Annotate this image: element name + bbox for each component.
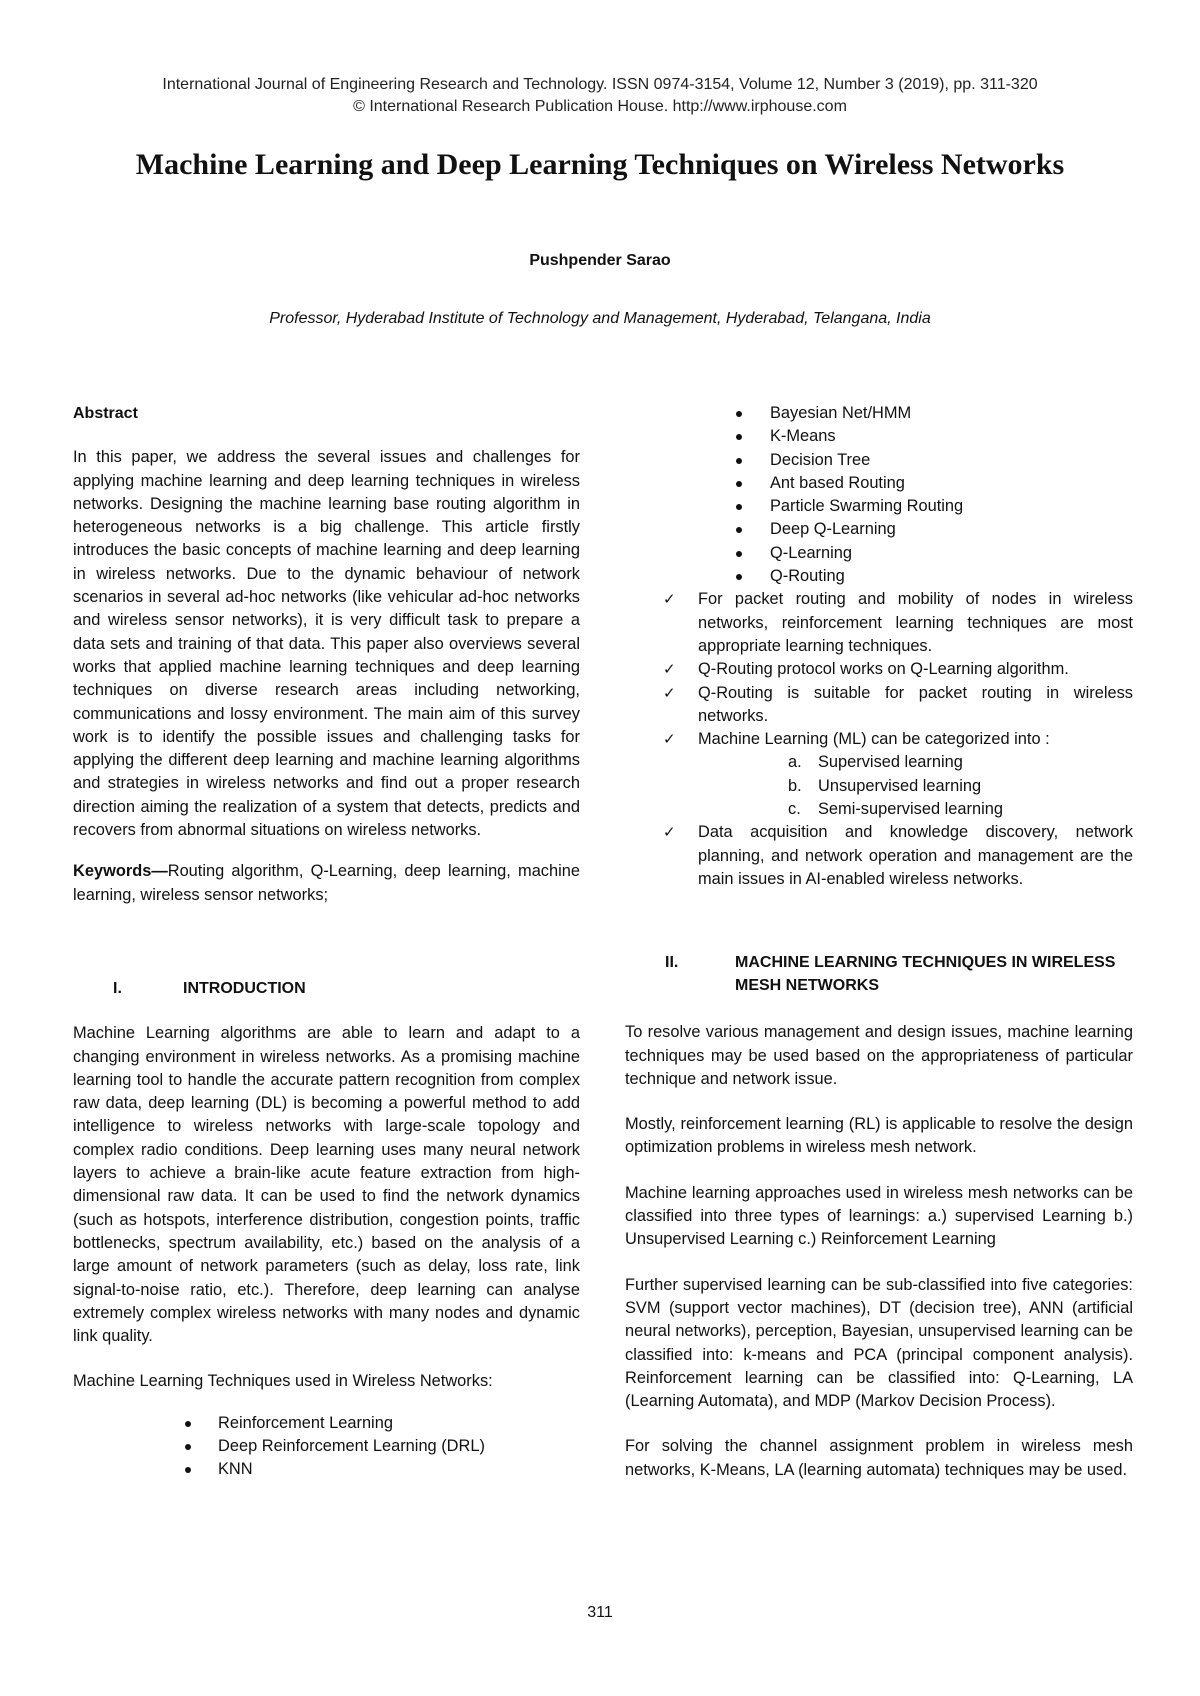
bullet-icon	[185, 1444, 191, 1450]
author-name: Pushpender Sarao	[529, 252, 671, 269]
section-title: MACHINE LEARNING TECHNIQUES IN WIRELESS MESH NETWORKS	[735, 954, 1116, 995]
section-number: I.	[113, 979, 122, 997]
journal-publisher: © International Research Publication House. http://www.irphouse.com	[353, 98, 847, 115]
left-column	[73, 402, 580, 1482]
right-column	[625, 402, 1133, 1504]
checkmark-icon: ✓	[663, 683, 676, 702]
keywords-text: Routing algorithm, Q-Learning, deep learning, machine learning, wireless sensor networks;	[73, 862, 580, 904]
bullet-icon	[736, 481, 742, 487]
technique-list-right	[625, 402, 1133, 588]
technique-list-left	[73, 1412, 580, 1482]
bullet-icon	[736, 504, 742, 510]
list-item: b. Unsupervised learning	[788, 776, 982, 795]
list-item: Ant based Routing	[625, 472, 1133, 495]
section-number: II.	[665, 954, 679, 972]
section-title: INTRODUCTION	[183, 979, 306, 997]
list-item: ✓ Q-Routing is suitable for packet routing in wireless networks.	[663, 683, 1133, 725]
section2-paragraph: Mostly, reinforcement learning (RL) is applicable to resolve the design optimization problems in wireless mesh network.	[625, 1115, 1133, 1157]
list-item: ✓ Data acquisition and knowledge discovery, network planning, and network operation and management are the main issues in AI-enabled wireless networks.	[663, 823, 1133, 888]
list-item: Particle Swarming Routing	[625, 495, 1133, 518]
journal-citation: International Journal of Engineering Research and Technology. ISSN 0974-3154, Volume 12, Number 3 (2019), pp. 311-320	[162, 76, 1038, 93]
list-item: Deep Reinforcement Learning (DRL)	[73, 1435, 580, 1458]
keywords-label: Keywords—	[73, 862, 168, 881]
list-item: c. Semi-supervised learning	[788, 800, 1003, 819]
key-points-list	[625, 588, 1133, 891]
bullet-icon	[185, 1421, 191, 1427]
journal-header	[0, 74, 1200, 118]
list-item: Decision Tree	[625, 449, 1133, 472]
page-number: 311	[587, 1604, 613, 1621]
list-item: ✓ For packet routing and mobility of nodes in wireless networks, reinforcement learning techniques are most appropriate learning techniques.	[663, 590, 1133, 655]
list-item: ✓ Q-Routing protocol works on Q-Learning algorithm.	[625, 658, 1133, 681]
author-affiliation: Professor, Hyderabad Institute of Technology and Management, Hyderabad, Telangana, India	[269, 310, 931, 327]
abstract-text: In this paper, we address the several issues and challenges for applying machine learning and deep learning techniques in wireless networks. Designing the machine learning base routing algorithm in heterogeneous networks is a big challenge. This article firstly introduces the basic concepts of machine learning and deep learning in wireless networks. Due to the dynamic behaviour of network scenarios in several ad-hoc networks (like vehicular ad-hoc networks and wireless sensor networks), it is very difficult task to prepare a data sets and training of that data. This paper also overviews several works that applied machine learning techniques and deep learning techniques on diverse research areas including networking, communications and lossy environment. The main aim of this survey work is to identify the possible issues and challenging tasks for applying the different deep learning and machine learning algorithms and strategies in wireless networks and find out a proper research direction aiming the realization of a system that detects, predicts and recovers from abnormal situations on wireless networks.	[73, 448, 580, 840]
list-item: Bayesian Net/HMM	[625, 402, 1133, 425]
list-item: Q-Learning	[625, 542, 1133, 565]
section2-paragraph: Machine learning approaches used in wireless mesh networks can be classified into three types of learnings: a.) supervised Learning b.) Unsupervised Learning c.) Reinforcement Learning	[625, 1183, 1133, 1249]
section2-paragraph: To resolve various management and design issues, machine learning techniques may be used based on the appropriateness of particular technique and network issue.	[625, 1023, 1133, 1088]
section2-heading	[625, 951, 1133, 997]
list-item: Reinforcement Learning	[73, 1412, 580, 1435]
ml-categories-list	[698, 751, 1133, 821]
checkmark-icon: ✓	[663, 660, 676, 679]
abstract-heading: Abstract	[73, 405, 138, 422]
checkmark-icon: ✓	[663, 590, 676, 609]
checkmark-icon: ✓	[663, 730, 676, 749]
list-item: a. Supervised learning	[788, 753, 963, 772]
bullet-icon	[736, 458, 742, 464]
list-item: K-Means	[625, 425, 1133, 448]
intro-heading	[73, 977, 580, 1000]
bullet-icon	[736, 411, 742, 417]
bullet-icon	[736, 551, 742, 557]
bullet-icon	[736, 527, 742, 533]
bullet-icon	[736, 434, 742, 440]
checkmark-icon: ✓	[663, 823, 676, 842]
intro-paragraph: Machine Learning algorithms are able to learn and adapt to a changing environment in wireless networks. As a promising machine learning tool to handle the accurate pattern recognition from complex raw data, deep learning (DL) is becoming a powerful method to add intelligence to wireless networks with large-scale topology and complex radio conditions. Deep learning uses many neural network layers to achieve a brain-like acute feature extraction from high-dimensional raw data. It can be used to find the network dynamics (such as hotspots, interference distribution, congestion points, traffic bottlenecks, spectrum availability, etc.) based on the analysis of a large amount of network parameters (such as delay, loss rate, link signal-to-noise ratio, etc.). Therefore, deep learning can analyse extremely complex wireless networks with many nodes and dynamic link quality.	[73, 1024, 580, 1346]
bullet-icon	[736, 574, 742, 580]
section2-paragraph: Further supervised learning can be sub-classified into five categories: SVM (support vector machines), DT (decision tree), ANN (artificial neural networks), perception, Bayesian, unsupervised learning can be classified into: k-means and PCA (principal component analysis). Reinforcement learning can be classified into: Q-Learning, LA (Learning Automata), and MDP (Markov Decision Process).	[625, 1275, 1133, 1411]
section2-paragraph: For solving the channel assignment problem in wireless mesh networks, K-Means, LA (learning automata) techniques may be used.	[625, 1437, 1133, 1479]
list-item: ✓ Machine Learning (ML) can be categorized into : a. Supervised learning b. Unsupervised learning c. Semi-supervised learning	[625, 728, 1133, 821]
intro-techniques-lead: Machine Learning Techniques used in Wireless Networks:	[73, 1372, 493, 1391]
keywords	[73, 860, 580, 907]
list-item: KNN	[73, 1458, 580, 1481]
list-item: Q-Routing	[625, 565, 1133, 588]
paper-title: Machine Learning and Deep Learning Techniques on Wireless Networks	[135, 148, 1065, 181]
list-item: Deep Q-Learning	[625, 518, 1133, 541]
bullet-icon	[185, 1467, 191, 1473]
